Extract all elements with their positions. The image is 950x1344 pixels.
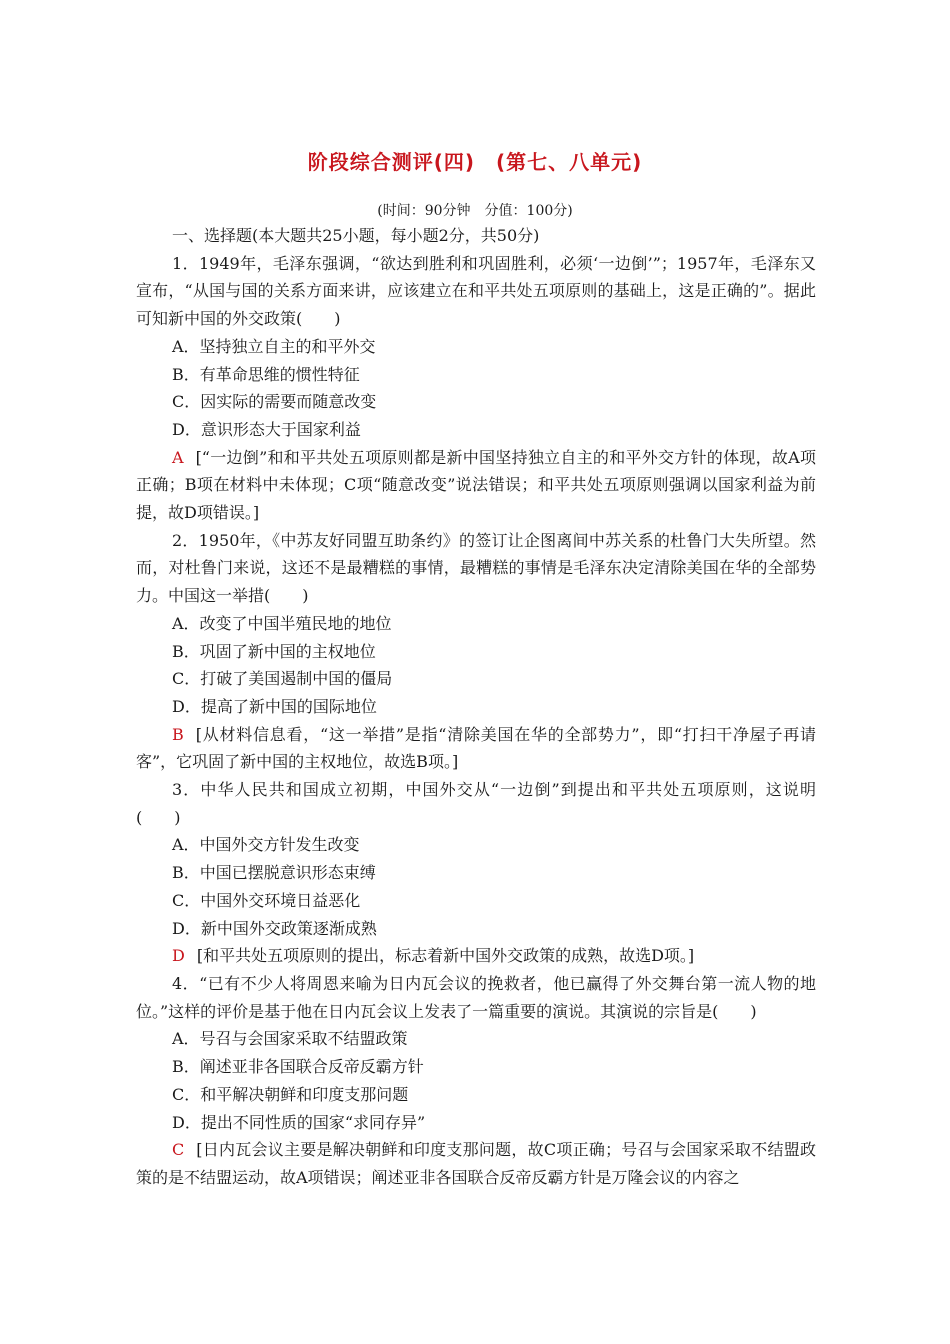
option-d: D．意识形态大于国家利益 (172, 419, 361, 439)
option-b: B．有革命思维的惯性特征 (172, 364, 360, 384)
option-a: A．改变了中国半殖民地的地位 (172, 613, 392, 633)
option-b: B．巩固了新中国的主权地位 (172, 641, 376, 661)
option-d: D．提高了新中国的国际地位 (172, 696, 377, 716)
option-c: C．中国外交环境日益恶化 (172, 890, 361, 910)
exam-meta: (时间：90分钟 分值：100分) (377, 203, 573, 219)
explanation-text: [和平共处五项原则的提出，标志着新中国外交政策的成熟，故选D项。] (196, 946, 695, 966)
answer-explanation (136, 1136, 816, 1191)
answer-key: D (172, 946, 185, 966)
option-c: C．和平解决朝鲜和印度支那问题 (172, 1084, 409, 1104)
option-a: A．坚持独立自主的和平外交 (172, 336, 376, 356)
explanation-text: [从材料信息看，“这一举措”是指“清除美国在华的全部势力”，即“打扫干净屋子再请客”，它巩固了新中国的主权地位，故选B项。] (136, 724, 816, 772)
option-b: B．中国已摆脱意识形态束缚 (172, 863, 376, 883)
option-c: C．打破了美国遏制中国的僵局 (172, 669, 393, 689)
question-4 (136, 970, 816, 1192)
page-title: 阶段综合测评(四) (第七、八单元) (307, 150, 643, 174)
answer-key: B (172, 724, 184, 744)
answer-key: C (172, 1140, 185, 1160)
question-stem: 3．中华人民共和国成立初期，中国外交从“一边倒”到提出和平共处五项原则，这说明( ) (136, 780, 816, 827)
document-body (136, 222, 816, 1192)
question-1 (136, 250, 816, 527)
explanation-text: [日内瓦会议主要是解决朝鲜和印度支那问题，故C项正确；号召与会国家采取不结盟政策的是不结盟运动，故A项错误；阐述亚非各国联合反帝反霸方针是万隆会议的内容之 (136, 1140, 816, 1187)
option-d: D．提出不同性质的国家“求同存异” (172, 1112, 426, 1132)
answer-explanation (136, 444, 816, 527)
question-stem: 1．1949年，毛泽东强调，“欲达到胜利和巩固胜利，必须‘一边倒’”；1957年，毛泽东又宣布，“从国与国的关系方面来讲，应该建立在和平共处五项原则的基础上，这是正确的”。据此可知新中国的外交政策( ) (136, 253, 816, 329)
option-a: A．中国外交方针发生改变 (172, 835, 360, 855)
question-stem: 2．1950年，《中苏友好同盟互助条约》的签订让企图离间中苏关系的杜鲁门大失所望。然而，对杜鲁门来说，这还不是最糟糕的事情，最糟糕的事情是毛泽东决定清除美国在华的全部势力。中国这一举措( ) (136, 530, 816, 606)
option-b: B．阐述亚非各国联合反帝反霸方针 (172, 1057, 424, 1077)
option-c: C．因实际的需要而随意改变 (172, 392, 377, 412)
question-3 (136, 776, 816, 970)
answer-explanation (136, 721, 816, 776)
answer-key: A (172, 447, 184, 467)
option-a: A．号召与会国家采取不结盟政策 (172, 1029, 408, 1049)
question-stem: 4．“已有不少人将周恩来喻为日内瓦会议的挽救者，他已赢得了外交舞台第一流人物的地位。”这样的评价是基于他在日内瓦会议上发表了一篇重要的演说。其演说的宗旨是( ) (136, 973, 816, 1021)
section-heading: 一、选择题(本大题共25小题，每小题2分，共50分) (172, 226, 540, 245)
explanation-text: [“一边倒”和和平共处五项原则都是新中国坚持独立自主的和平外交方针的体现，故A项正确；B项在材料中未体现；C项“随意改变”说法错误；和平共处五项原则强调以国家利益为前提，故D项错误。] (136, 447, 816, 523)
question-2 (136, 527, 816, 776)
option-d: D．新中国外交政策逐渐成熟 (172, 918, 377, 938)
answer-explanation (136, 942, 816, 970)
